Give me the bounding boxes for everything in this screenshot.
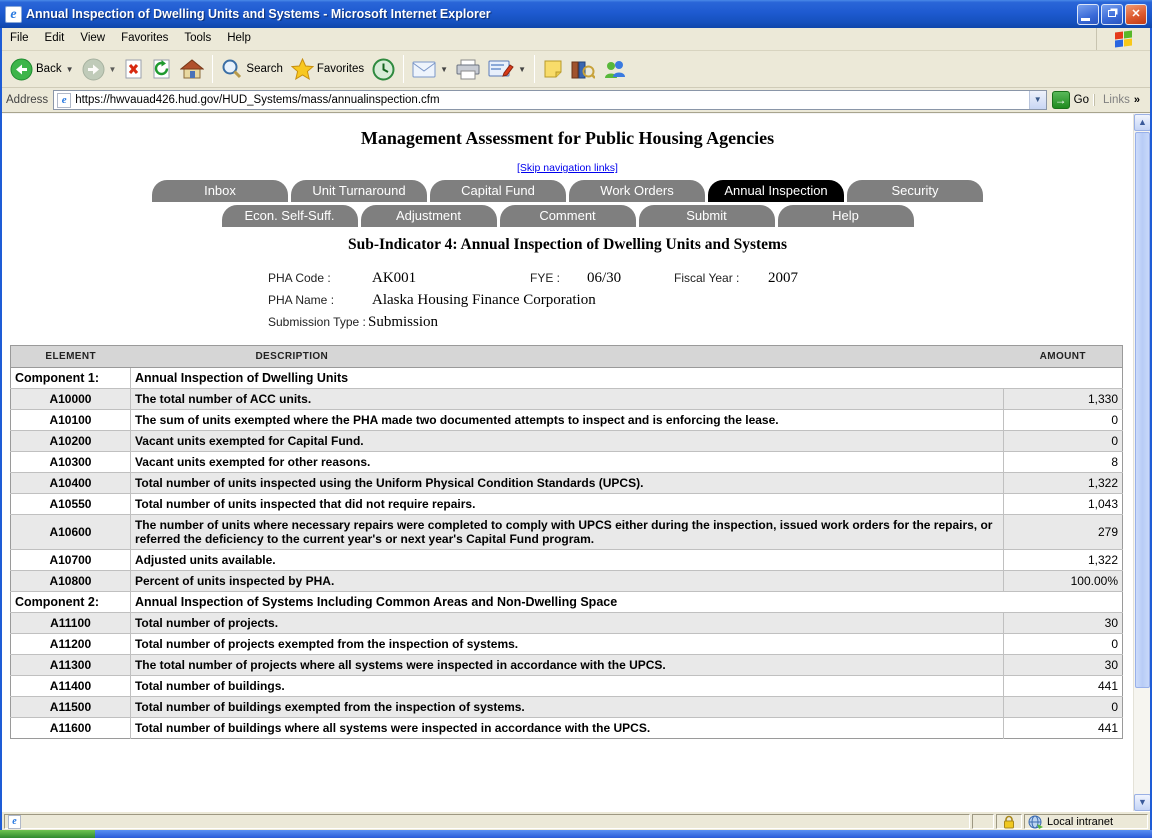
- address-input[interactable]: [53, 90, 1046, 110]
- refresh-icon: [152, 58, 172, 80]
- research-button[interactable]: [567, 57, 599, 82]
- table-row: [11, 473, 1123, 494]
- element-code: A10300: [11, 452, 131, 473]
- messenger-icon: [603, 59, 626, 80]
- element-description: The total number of projects where all systems were inspected in accordance with the UPCS.: [130, 655, 1003, 676]
- table-row: [11, 613, 1123, 634]
- browser-viewport: [2, 113, 1150, 811]
- element-code: A10600: [11, 515, 131, 550]
- vertical-scrollbar[interactable]: [1133, 114, 1150, 811]
- table-row: [11, 452, 1123, 473]
- submission-type-label: Submission Type :: [268, 315, 366, 329]
- element-description: Total number of buildings exempted from the inspection of systems.: [130, 697, 1003, 718]
- table-row: [11, 676, 1123, 697]
- element-amount: 0: [1004, 431, 1123, 452]
- element-description: Total number of units inspected that did not require repairs.: [130, 494, 1003, 515]
- print-button[interactable]: [452, 57, 484, 82]
- page-icon: e: [57, 93, 71, 108]
- element-description: The sum of units exempted where the PHA made two documented attempts to inspect and is enforcing the lease.: [130, 410, 1003, 431]
- back-caret-icon[interactable]: ▼: [65, 64, 74, 74]
- table-row: [11, 718, 1123, 739]
- edit-button[interactable]: [484, 57, 530, 81]
- element-code: A11600: [11, 718, 131, 739]
- scroll-up-icon[interactable]: ▲: [1134, 114, 1150, 131]
- table-row: [11, 431, 1123, 452]
- tab-econ-self-suff[interactable]: Econ. Self-Suff.: [222, 205, 358, 227]
- sub-indicator-title: Sub-Indicator 4: Annual Inspection of Dwelling Units and Systems: [348, 236, 787, 253]
- element-amount: 30: [1004, 655, 1123, 676]
- element-amount: 1,043: [1004, 494, 1123, 515]
- inspection-table: [10, 345, 1123, 739]
- element-code: A10700: [11, 550, 131, 571]
- links-label: Links: [1103, 94, 1130, 106]
- element-code: A11200: [11, 634, 131, 655]
- element-amount: 1,322: [1004, 550, 1123, 571]
- close-button[interactable]: ✕: [1125, 4, 1147, 25]
- tab-capital-fund[interactable]: Capital Fund: [430, 180, 566, 202]
- refresh-button[interactable]: [148, 56, 176, 82]
- tab-work-orders[interactable]: Work Orders: [569, 180, 705, 202]
- tab-help[interactable]: Help: [778, 205, 914, 227]
- table-row: [11, 697, 1123, 718]
- back-button[interactable]: [6, 56, 78, 83]
- element-code: A11400: [11, 676, 131, 697]
- component-label: Component 2:: [11, 592, 131, 613]
- history-button[interactable]: [368, 56, 399, 83]
- tab-row-1: [2, 180, 1133, 202]
- component-label: Component 1:: [11, 368, 131, 389]
- element-code: A10100: [11, 410, 131, 431]
- tab-submit[interactable]: Submit: [639, 205, 775, 227]
- go-arrow-icon: →: [1052, 91, 1070, 109]
- page-content: [2, 114, 1133, 811]
- element-code: A11100: [11, 613, 131, 634]
- table-row: [11, 410, 1123, 431]
- minimize-button[interactable]: [1077, 4, 1099, 25]
- pha-name-label: PHA Name :: [268, 293, 335, 307]
- back-icon: [10, 58, 33, 81]
- favorites-label: Favorites: [316, 63, 365, 75]
- table-row: [11, 655, 1123, 676]
- element-description: Total number of buildings.: [130, 676, 1003, 697]
- window-title: Annual Inspection of Dwelling Units and Systems - Microsoft Internet Explorer: [26, 7, 491, 21]
- component-description: Annual Inspection of Systems Including Common Areas and Non-Dwelling Space: [130, 592, 1122, 613]
- status-panel: [972, 814, 994, 829]
- address-label: Address: [6, 94, 49, 106]
- search-icon: [221, 58, 243, 80]
- pha-name-value: Alaska Housing Finance Corporation: [372, 292, 596, 308]
- component-row: [11, 368, 1123, 389]
- element-amount: 100.00%: [1004, 571, 1123, 592]
- element-code: A10800: [11, 571, 131, 592]
- menu-bar: [2, 28, 1150, 51]
- start-button-edge[interactable]: [0, 830, 95, 838]
- messenger-button[interactable]: [599, 57, 630, 82]
- header-description: DESCRIPTION: [130, 346, 1003, 368]
- table-row: [11, 389, 1123, 410]
- element-description: Total number of buildings where all systems were inspected in accordance with the UPCS.: [130, 718, 1003, 739]
- element-amount: 1,322: [1004, 473, 1123, 494]
- element-description: The number of units where necessary repairs were completed to comply with UPCS either during the inspection, issued work orders for the repairs, or referred the deficiency to the current year's or next year's Capital Fund program.: [130, 515, 1003, 550]
- fye-value: 06/30: [587, 270, 622, 286]
- element-code: A10550: [11, 494, 131, 515]
- pha-info-block: [268, 270, 1133, 331]
- intranet-zone-icon: [1028, 815, 1043, 829]
- notes-icon: [543, 59, 563, 79]
- element-amount: 0: [1004, 634, 1123, 655]
- security-panel: [996, 814, 1022, 829]
- menu-view[interactable]: View: [80, 32, 106, 44]
- title-bar[interactable]: [0, 0, 1152, 28]
- element-amount: 0: [1004, 697, 1123, 718]
- status-main-panel: [4, 814, 970, 829]
- element-amount: 30: [1004, 613, 1123, 634]
- table-row: [11, 515, 1123, 550]
- element-description: Percent of units inspected by PHA.: [130, 571, 1003, 592]
- document-icon: e: [8, 815, 21, 829]
- element-description: Total number of projects.: [130, 613, 1003, 634]
- scrollbar-thumb[interactable]: [1135, 132, 1150, 688]
- table-row: [11, 494, 1123, 515]
- element-code: A10200: [11, 431, 131, 452]
- pha-code-value: AK001: [372, 270, 417, 286]
- component-row: [11, 592, 1123, 613]
- stop-button[interactable]: [120, 56, 148, 82]
- address-dropdown-icon[interactable]: ▼: [1029, 91, 1046, 109]
- discuss-button[interactable]: [539, 57, 567, 81]
- go-button[interactable]: [1052, 91, 1089, 109]
- links-toolbar[interactable]: [1094, 94, 1146, 106]
- favorites-icon: [291, 58, 314, 80]
- mail-icon: [412, 59, 436, 79]
- element-code: A10000: [11, 389, 131, 410]
- pha-code-label: PHA Code :: [268, 271, 331, 285]
- tab-row-2: [2, 205, 1133, 227]
- fiscal-year-value: 2007: [768, 270, 798, 286]
- mail-caret-icon[interactable]: ▼: [440, 64, 449, 74]
- tab-adjustment[interactable]: Adjustment: [361, 205, 497, 227]
- edit-icon: [488, 59, 514, 79]
- tab-comment[interactable]: Comment: [500, 205, 636, 227]
- padlock-icon: [1003, 815, 1015, 829]
- element-code: A10400: [11, 473, 131, 494]
- element-amount: 1,330: [1004, 389, 1123, 410]
- research-icon: [571, 59, 595, 80]
- tab-inbox[interactable]: Inbox: [152, 180, 288, 202]
- home-button[interactable]: [176, 56, 208, 82]
- go-label: Go: [1073, 94, 1090, 106]
- element-description: Adjusted units available.: [130, 550, 1003, 571]
- taskbar-strip: [0, 830, 1152, 838]
- forward-button[interactable]: [78, 56, 121, 83]
- mail-button[interactable]: [408, 57, 452, 81]
- menu-tools[interactable]: Tools: [184, 32, 212, 44]
- zone-label: Local intranet: [1047, 815, 1114, 828]
- menu-edit[interactable]: Edit: [44, 32, 65, 44]
- restore-button[interactable]: [1101, 4, 1123, 25]
- search-button[interactable]: [217, 56, 286, 82]
- fye-label: FYE :: [530, 271, 561, 285]
- tab-security[interactable]: Security: [847, 180, 983, 202]
- header-amount: AMOUNT: [1004, 346, 1123, 368]
- address-url[interactable]: https://hwvauad426.hud.gov/HUD_Systems/mass/annualinspection.cfm: [75, 94, 440, 106]
- home-icon: [180, 58, 204, 80]
- element-description: The total number of ACC units.: [130, 389, 1003, 410]
- element-code: A11500: [11, 697, 131, 718]
- header-element: ELEMENT: [11, 346, 131, 368]
- table-header-row: [11, 346, 1123, 368]
- tab-annual-inspection[interactable]: Annual Inspection: [708, 180, 844, 202]
- standard-toolbar: [2, 51, 1150, 88]
- forward-caret-icon[interactable]: ▼: [108, 64, 117, 74]
- menu-file[interactable]: File: [10, 32, 29, 44]
- ie-logo-icon: e: [5, 6, 22, 23]
- status-bar: [2, 811, 1150, 830]
- stop-icon: [124, 58, 144, 80]
- security-zone-panel: [1024, 814, 1148, 829]
- element-amount: 0: [1004, 410, 1123, 431]
- windows-flag-icon: [1096, 28, 1150, 50]
- fiscal-year-label: Fiscal Year :: [674, 271, 740, 285]
- menu-favorites[interactable]: Favorites: [121, 32, 169, 44]
- address-bar: [2, 88, 1150, 113]
- scroll-down-icon[interactable]: ▼: [1134, 794, 1150, 811]
- element-code: A11300: [11, 655, 131, 676]
- element-description: Vacant units exempted for other reasons.: [130, 452, 1003, 473]
- element-description: Total number of projects exempted from the inspection of systems.: [130, 634, 1003, 655]
- submission-type-value: Submission: [368, 314, 439, 330]
- search-label: Search: [246, 63, 283, 75]
- favorites-button[interactable]: [287, 56, 368, 82]
- forward-icon: [82, 58, 105, 81]
- links-chevron-icon[interactable]: »: [1133, 94, 1140, 106]
- table-row: [11, 571, 1123, 592]
- back-label: Back: [36, 63, 62, 75]
- edit-caret-icon[interactable]: ▼: [518, 64, 526, 74]
- table-row: [11, 634, 1123, 655]
- page-title: Management Assessment for Public Housing Agencies: [360, 128, 775, 148]
- skip-navigation-link[interactable]: [Skip navigation links]: [517, 162, 618, 174]
- taskbar-edge: [95, 830, 1152, 838]
- print-icon: [456, 59, 480, 80]
- element-amount: 8: [1004, 452, 1123, 473]
- element-amount: 441: [1004, 718, 1123, 739]
- component-description: Annual Inspection of Dwelling Units: [130, 368, 1122, 389]
- history-icon: [372, 58, 395, 81]
- tab-unit-turnaround[interactable]: Unit Turnaround: [291, 180, 427, 202]
- menu-help[interactable]: Help: [227, 32, 251, 44]
- element-description: Vacant units exempted for Capital Fund.: [130, 431, 1003, 452]
- table-row: [11, 550, 1123, 571]
- element-description: Total number of units inspected using the Uniform Physical Condition Standards (UPCS).: [130, 473, 1003, 494]
- element-amount: 441: [1004, 676, 1123, 697]
- element-amount: 279: [1004, 515, 1123, 550]
